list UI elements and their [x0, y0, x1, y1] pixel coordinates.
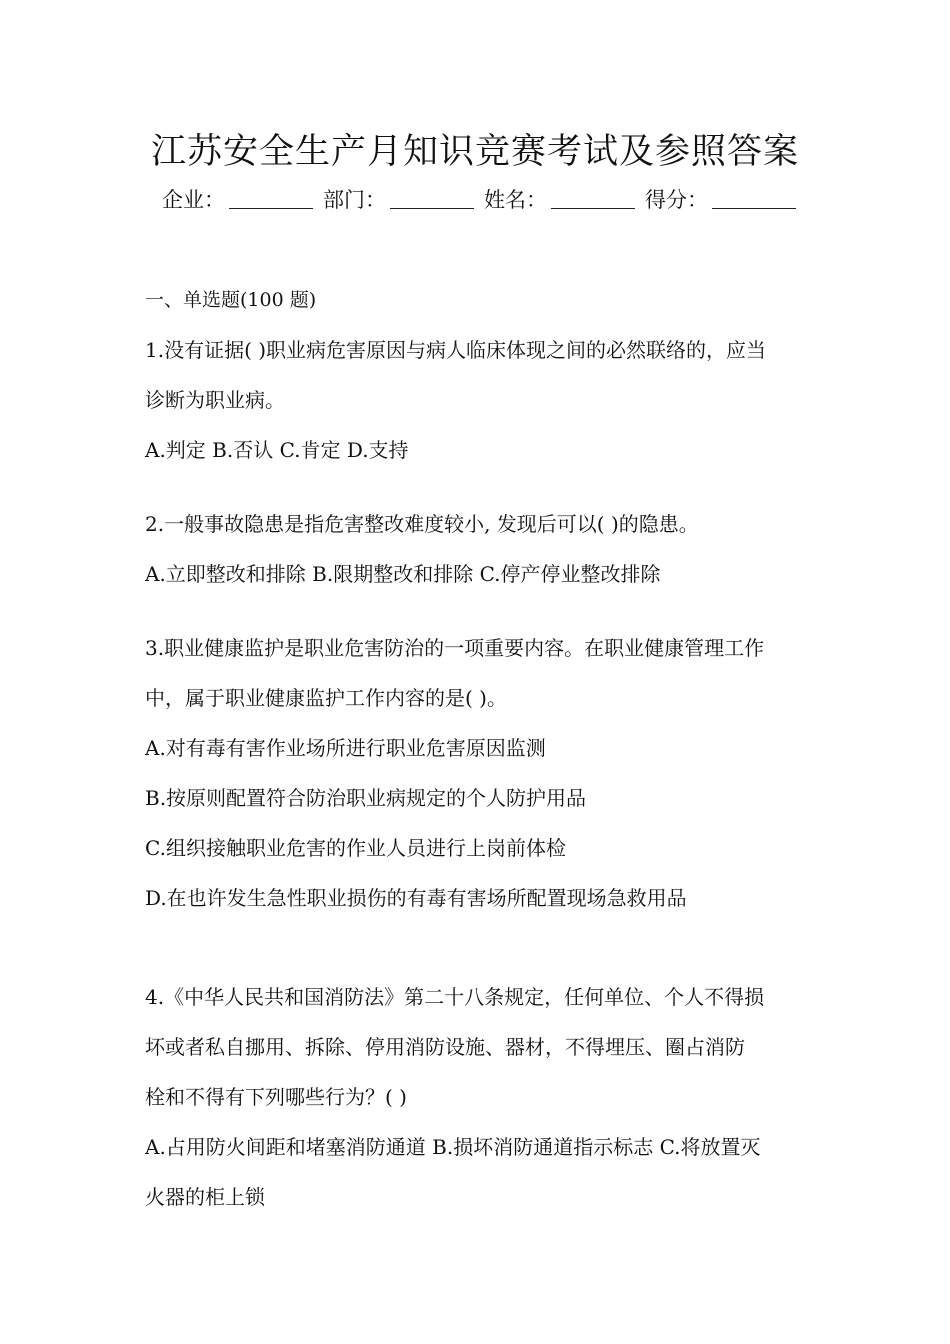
section-heading: 一、单选题(100 题) — [145, 289, 317, 311]
info-line — [162, 184, 806, 216]
question-3-option-c: C.组织接触职业危害的作业人员进行上岗前体检 — [145, 836, 566, 860]
question-4-line-1: 4.《中华人民共和国消防法》第二十八条规定，任何单位、个人不得损 — [145, 985, 765, 1009]
question-4-line-3: 栓和不得有下列哪些行为？( ) — [145, 1085, 407, 1109]
name-blank — [551, 186, 635, 209]
question-3-option-d: D.在也许发生急性职业损伤的有毒有害场所配置现场急救用品 — [145, 886, 687, 910]
department-label: 部门： — [323, 188, 386, 212]
question-1-options: A.判定 B.否认 C.肯定 D.支持 — [145, 438, 409, 462]
department-blank — [390, 186, 474, 209]
question-1-line-2: 诊断为职业病。 — [145, 388, 285, 412]
name-label: 姓名： — [484, 188, 547, 212]
score-blank — [712, 186, 796, 209]
company-field — [162, 184, 323, 216]
score-label: 得分： — [645, 188, 708, 212]
question-4-options-line-1: A.占用防火间距和堵塞消防通道 B.损坏消防通道指示标志 C.将放置灭 — [145, 1135, 761, 1159]
question-2-line-1: 2.一般事故隐患是指危害整改难度较小, 发现后可以( )的隐患。 — [145, 512, 699, 536]
question-3-option-a: A.对有毒有害作业场所进行职业危害原因监测 — [145, 736, 546, 760]
question-2-options: A.立即整改和排除 B.限期整改和排除 C.停产停业整改排除 — [145, 562, 661, 586]
department-field — [323, 184, 484, 216]
company-label: 企业： — [162, 188, 225, 212]
question-3-line-1: 3.职业健康监护是职业危害防治的一项重要内容。在职业健康管理工作 — [145, 636, 765, 660]
score-field — [645, 184, 806, 216]
question-3-line-2: 中，属于职业健康监护工作内容的是( )。 — [145, 686, 507, 710]
company-blank — [229, 186, 313, 209]
question-4-line-2: 坏或者私自挪用、拆除、停用消防设施、器材，不得埋压、圈占消防 — [145, 1035, 745, 1059]
question-4-options-line-2: 火器的柜上锁 — [145, 1185, 265, 1209]
question-1-line-1: 1.没有证据( )职业病危害原因与病人临床体现之间的必然联络的，应当 — [145, 338, 767, 362]
question-3-option-b: B.按原则配置符合防治职业病规定的个人防护用品 — [145, 786, 587, 810]
name-field — [484, 184, 645, 216]
page-title: 江苏安全生产月知识竞赛考试及参照答案 — [150, 132, 799, 172]
